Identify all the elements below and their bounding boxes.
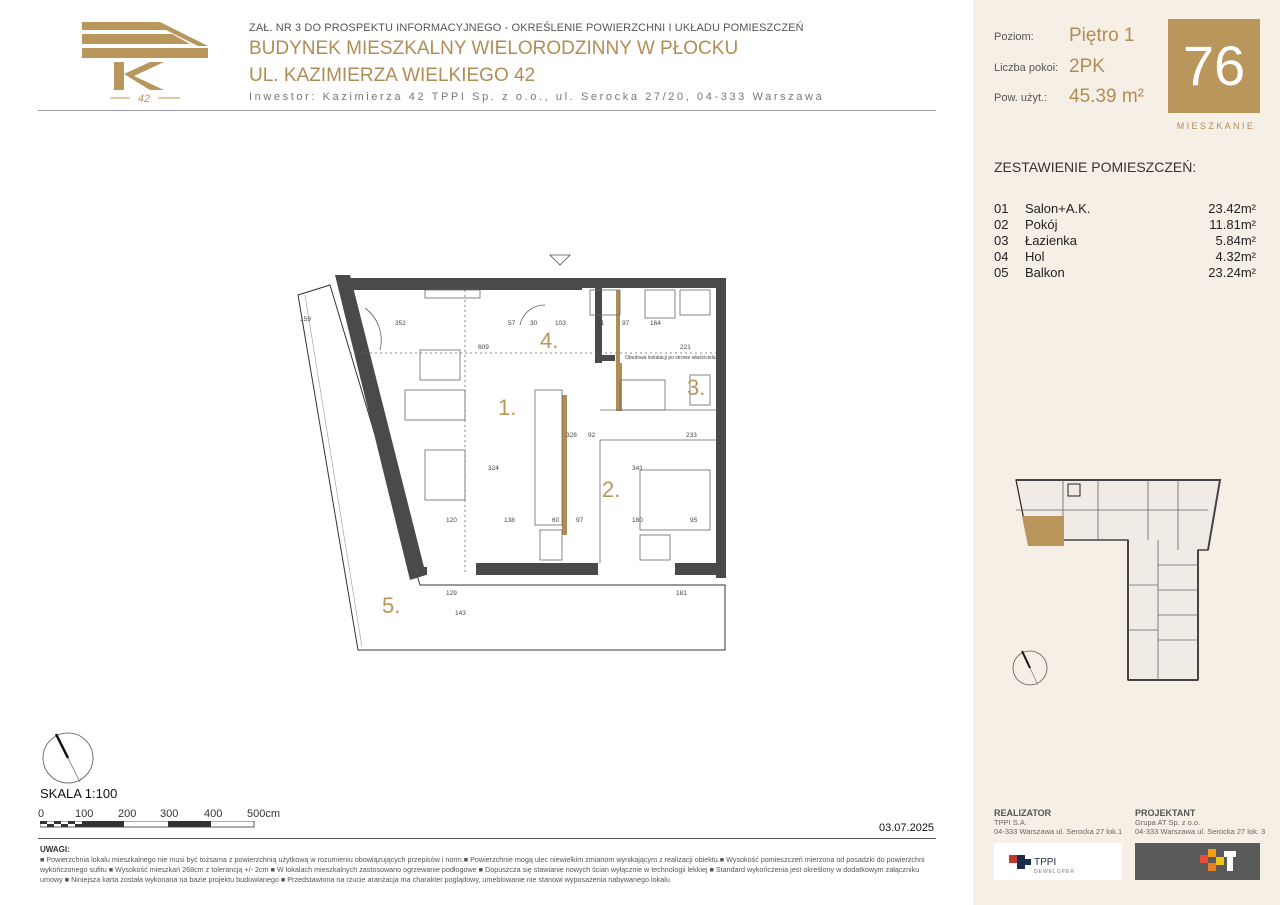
poziom-value: Piętro 1 [1069, 25, 1135, 46]
room-name: Hol [1025, 249, 1045, 264]
dim-text: 328 [566, 432, 577, 439]
room-no: 04 [994, 249, 1009, 264]
scale-num: 100 [75, 808, 94, 820]
room-name: Łazienka [1025, 233, 1078, 248]
unit-number: 76 [1168, 19, 1260, 113]
room-area: 11.81m² [1209, 217, 1256, 232]
room-label-5: 5. [382, 593, 401, 618]
area-value: 45.39 m² [1069, 86, 1144, 107]
projektant-address: 04-333 Warszawa ul. Serocka 27 lok. 3 [1135, 827, 1266, 836]
dim-text: 609 [478, 344, 489, 351]
dim-text: 103 [555, 320, 566, 327]
tppi-logo-sub: DEWELOPER [1034, 869, 1075, 875]
realizator-heading: REALIZATOR [994, 808, 1052, 818]
room-name: Balkon [1025, 265, 1065, 280]
notes-text: ■ Powierzchnia lokalu mieszkalnego nie musi być tożsama z powierzchnią użytkową w rozumieniu obowiązujących przepisów i norm.■ Powierzchnie mogą ulec niewielkim zmianom wynikającym z realizacji obiektu.■ Wysokość pomieszczeń mierzona od posadzki do powierzchni wykończonego sufitu ■ Wysokość mieszkań 268cm z tolerancją +/- 2cm ■ W lokalach mieszkalnych zastosowano ogrzewanie podłogowe ■ Dopuszcza się stawianie nowych ścian wyłącznie w technologii lekkiej ■ Standard wykończenia jest określony w dodatkowym załączniku umowy ■ Niniejsza karta została wykonana na bazie projektu budowlanego ■ Przedstawiona na rzucie aranżacja ma charakter poglądowy, umeblowanie nie stanowi wyposażenia nabywanego lokalu [40, 855, 925, 884]
scale-bar [40, 821, 255, 829]
dim-text: 180 [632, 517, 643, 524]
dim-text: 60 [552, 517, 560, 524]
scale-title: SKALA 1:100 [40, 786, 118, 801]
room-label-3: 3. [687, 375, 706, 400]
dim-text: 92 [588, 432, 596, 439]
tppi-logo-text: TPPI [1034, 857, 1057, 868]
room-no: 01 [994, 201, 1009, 216]
entrance-arrow-icon [550, 255, 570, 265]
scale-num: 400 [204, 808, 223, 820]
compass-icon [40, 730, 100, 790]
rooms-summary-title: ZESTAWIENIE POMIESZCZEŃ: [994, 159, 1197, 175]
scale-num: 500cm [247, 808, 281, 820]
room-label-1: 1. [498, 395, 517, 420]
installation-note: Obudowa instalacji po stronie właściciela [625, 355, 716, 361]
dim-text: 221 [680, 344, 691, 351]
info-panel [973, 0, 1280, 905]
floor-plan [250, 245, 730, 655]
dim-text: 95 [690, 517, 698, 524]
unit-label: MIESZKANIE [1176, 121, 1256, 131]
dim-text: 57 [508, 320, 516, 327]
dim-text: 71 [597, 320, 605, 327]
room-no: 03 [994, 233, 1009, 248]
dim-text: 181 [676, 590, 687, 597]
dim-text: 129 [446, 590, 457, 597]
dim-text: 324 [488, 465, 499, 472]
notes-heading: UWAGI: [40, 845, 70, 854]
dim-text: 341 [632, 465, 643, 472]
room-label-2: 2. [602, 477, 621, 502]
dim-text: 30 [530, 320, 538, 327]
poziom-label: Poziom: [994, 31, 1034, 43]
dim-text: 143 [455, 610, 466, 617]
k42-logo [80, 18, 210, 106]
room-no: 05 [994, 265, 1009, 280]
room-area: 23.42m² [1208, 201, 1256, 216]
investor-line: Inwestor: Kazimierza 42 TPPI Sp. z o.o., ul. Serocka 27/20, 04-333 Warszawa [249, 91, 825, 103]
dim-text: 159 [300, 316, 311, 323]
building-title: BUDYNEK MIESZKALNY WIELORODZINNY W PŁOCKU [249, 38, 739, 59]
dim-text: 233 [686, 432, 697, 439]
dim-text: 164 [650, 320, 661, 327]
dim-text: 120 [446, 517, 457, 524]
dim-text: 97 [622, 320, 630, 327]
logo-text: 42 [137, 93, 151, 105]
compass-small [1010, 648, 1050, 688]
address-title: UL. KAZIMIERZA WIELKIEGO 42 [249, 65, 536, 86]
pokoje-value: 2PK [1069, 56, 1105, 77]
realizator-address: 04-333 Warszawa ul. Serocka 27 lok.1 [994, 827, 1123, 836]
footer-divider [38, 838, 936, 839]
document-subtitle: ZAŁ. NR 3 DO PROSPEKTU INFORMACYJNEGO - OKREŚLENIE POWIERZCHNI I UKŁADU POMIESZCZEŃ [249, 22, 804, 34]
tppi-logo-mark [994, 843, 1122, 880]
pokoje-label: Liczba pokoi: [994, 62, 1059, 74]
realizator-name: TPPI S.A. [994, 818, 1027, 827]
room-label-4: 4. [540, 328, 559, 353]
header-divider [38, 110, 936, 111]
dim-text: 138 [504, 517, 515, 524]
grupa-at-logo-mark [1135, 843, 1260, 880]
dim-text: 97 [576, 517, 584, 524]
scale-num: 300 [160, 808, 179, 820]
room-area: 4.32m² [1215, 249, 1256, 264]
scale-num: 200 [118, 808, 137, 820]
unit-highlight [1022, 516, 1064, 546]
document-date: 03.07.2025 [879, 822, 935, 834]
room-no: 02 [994, 217, 1009, 232]
dim-text: 352 [395, 320, 406, 327]
room-name: Pokój [1025, 217, 1058, 232]
tppi-logo [994, 843, 1122, 880]
scale-num: 0 [38, 808, 45, 820]
grupa-at-logo [1135, 843, 1260, 880]
projektant-name: Grupa AT Sp. z o.o. [1135, 818, 1201, 827]
room-area: 5.84m² [1215, 233, 1256, 248]
projektant-heading: PROJEKTANT [1135, 808, 1196, 818]
room-area: 23.24m² [1208, 265, 1256, 280]
room-name: Salon+A.K. [1025, 201, 1091, 216]
area-label: Pow. użyt.: [994, 92, 1048, 104]
